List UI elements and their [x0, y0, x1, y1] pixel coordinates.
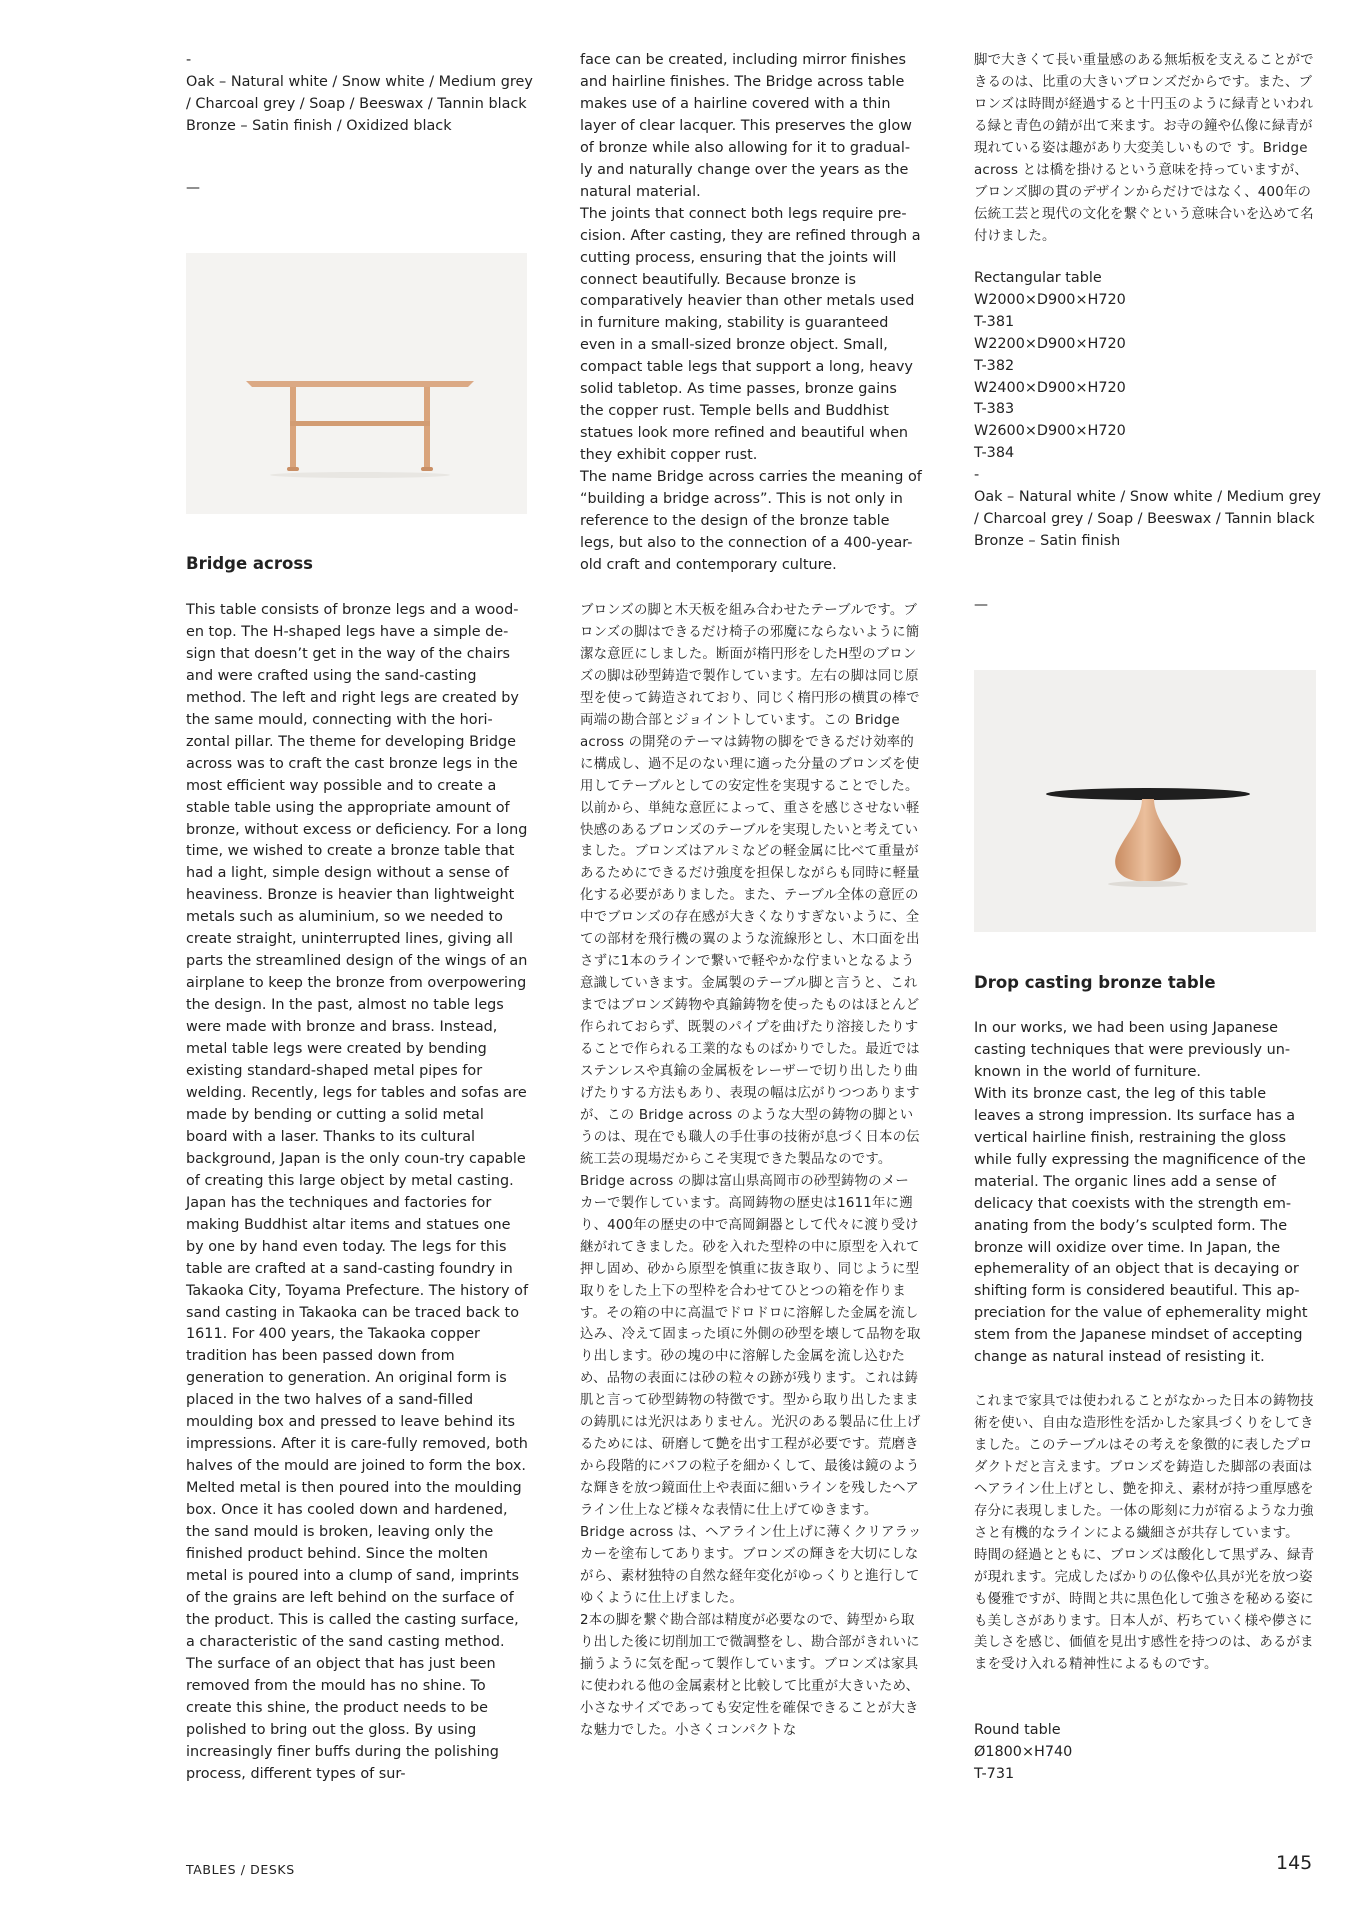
spec-line: Bronze – Satin finish	[974, 532, 1121, 549]
product-description-jp: これまで家具では使われることがなかった日本の鋳物技術を使い、自由な造形性を活かした家具づくりをしてきました。このテーブルはその考えを象徴的に表したプロダクトだと言えます。ブロンズを鋳造した脚部の表面はヘアライン仕上げとし、艶を抑え、素材が持つ重厚感を存分に表現しました。一体の彫刻に力が宿るような力強さと有機的なラインによる繊細さが共存しています。 時間の経過とともに、ブロンズは酸化して黒ずみ、緑青が現れます。完成したばかりの仏像や仏具が光を放つ姿も優雅ですが、時間と共に黒色化して強さを秘める姿にも美しさがあります。日本人が、朽ちていく様や儚さに美しさを感じ、価値を見出す感性を持つのは、あるがままを受け入れる精神性によるものです。	[974, 1394, 1315, 1673]
spec-line: W2000×D900×H720	[974, 291, 1126, 308]
product-description-jp: ブロンズの脚と木天板を組み合わせたテーブルです。ブロンズの脚はできるだけ椅子の邪魔にならないように簡潔な意匠にしました。断面が楕円形をしたH型のブロンズの脚は砂型鋳造で製作しています。左右の脚は同じ原型を使って鋳造されており、同じく楕円形の横貫の棒で両端の勘合部とジョイントしています。この Bridge across の開発のテーマは鋳物の脚をできるだけ効率的に構成し、過不足のない理に適った分量のブロンズを使用してテーブルとしての安定性を実現することでした。以前から、単純な意匠によって、重さを感じさせない軽快感のあるブロンズのテーブルを実現したいと考えていました。ブロンズはアルミなどの軽金属に比べて重量があるためにできるだけ強度を担保しながらも同時に軽量化する必要がありました。また、テーブル全体の意匠の中でブロンズの存在感が大きくなりすぎないように、全ての部材を飛行機の翼のような流線形とし、木口面を出さずに1本のラインで繋いで軽やかな佇まいとなるよう意識していきます。金属製のテーブル脚と言うと、これまではブロンズ鋳物や真鍮鋳物を使ったものはほとんど作られておらず、既製のパイプを曲げたり溶接したりすることで作られる工業的なものばかりでした。最近ではステンレスや真鍮の金属板をレーザーで切り出したり曲げたりする方法もあり、表現の幅は広がりつつありますが、この Bridge across のような大型の鋳物の脚というのは、現在でも職人の手仕事の技術が息づく日本の伝統工芸の現場だからこそ実現できた製品なのです。Bridge across の脚は富山県高岡市の砂型鋳物のメーカーで製作しています。高岡鋳物の歴史は1611年に遡り、400年の歴史の中で高岡銅器として代々に渡り受け継がれてきました。砂を入れた型枠の中に原型を入れて押し固め、砂から原型を慎重に抜き取り、同じように型取りをした上下の型枠を合わせてひとつの箱を作ります。その箱の中に高温でドロドロに溶解した金属を流し込み、冷えて固まった頃に外側の砂型を壊して品物を取り出します。砂の塊の中に溶解した金属を流し込むため、品物の表面には砂の粒々の跡が残ります。これは鋳肌と言って砂型鋳物の特徴です。型から取り出したままの鋳肌には光沢はありません。光沢のある製品に仕上げるためには、研磨して艶を出す工程が必要です。荒磨きから段階的にバフの粒子を細かくして、最後は鏡のような輝きを放つ鏡面仕上や表面に細いラインを残したヘアライン仕上など様々な表情に仕上げてゆきます。Bridge across は、ヘアライン仕上げに薄くクリアラッカーを塗布してあります。ブロンズの輝きを大切にしながら、素材独特の自然な経年変化がゆっくりと進行してゆくように仕上げました。 2本の脚を繋ぐ勘合部は精度が必要なので、鋳型から取り出した後に切削加工で微調整をし、勘合部がきれいに揃うように気を配って製作しています。ブロンズは家具に使われる他の金属素材と比較して比重が大きいため、小さなサイズであっても安定性を確保できることが大きな魅力でした。小さくコンパクトな	[580, 603, 922, 1738]
spec-line: T-383	[974, 401, 1015, 418]
spec-list-rectangular	[974, 268, 1334, 553]
spec-list-top-left	[186, 50, 546, 138]
spec-line: -	[186, 52, 192, 68]
spec-line: -	[974, 467, 980, 484]
product-description-en: This table consists of bronze legs and a wood-en top. The H-shaped legs have a simple de-sign that doesn’t get in the way of the chairs and were crafted using the sand-casting method. The left and right legs are created by the same mould, connecting with the hori-zontal pillar. The theme for developing Bridge across was to craft the cast bronze legs in the most efficient way possible and to create a stable table using the appropriate amount of bronze, without excess or deficiency. For a long time, we wished to create a bronze table that had a light, simple design without a sense of heaviness. Bronze is heavier than lightweight metals such as aluminium, so we needed to create straight, uninterrupted lines, giving all parts the streamlined design of the wings of an airplane to keep the bronze from overpowering the design. In the past, almost no table legs were made with bronze and brass. Instead, metal table legs were created by bending existing standard-shaped metal pipes for welding. Recently, legs for tables and sofas are made by bending or cutting a solid metal board with a laser. Thanks to its cultural background, Japan is the only coun-try capable of creating this large object by metal casting. Japan has the techniques and factories for making Buddhist altar items and statues one by one by hand even today. The legs for this table are crafted at a sand-casting foundry in Takaoka City, Toyama Prefecture. The history of sand casting in Takaoka can be traced back to 1611. For 400 years, the Takaoka copper tradition has been passed down from generation to generation. An original form is placed in the two halves of a sand-filled moulding box and pressed to leave behind its impressions. After it is care-fully removed, both halves of the mould are joined to form the box. Melted metal is then poured into the moulding box. Once it has cooled down and hardened, the sand mould is broken, leaving only the finished product behind. Since the molten metal is poured into a clump of sand, imprints of the grains are left behind on the surface of the product. This is called the casting surface, a characteristic of the sand casting method. The surface of an object that has just been removed from the mould has no shine. To create this shine, the product needs to be polished to bring out the gloss. By using increasingly finer buffs during the polishing process, different types of sur-	[186, 602, 529, 1782]
spec-line: Ø1800×H740	[974, 1743, 1073, 1760]
spec-line: Oak – Natural white / Snow white / Medium grey	[974, 489, 1321, 506]
product-title: Bridge across	[186, 554, 313, 573]
spec-line: T-382	[974, 357, 1015, 374]
spec-line: T-381	[974, 313, 1015, 330]
product-description-en-continued: face can be created, including mirror finishes and hairline finishes. The Bridge across table makes use of a hairline covered with a thin layer of clear lacquer. This preserves the glow of bronze while also allowing for it to gradual-ly and naturally change over the years as the natural material. The joints that connect both legs require pre-cision. After casting, they are refined through a cutting process, ensuring that the joints will connect beautifully. Because bronze is comparatively heavier than other metals used in furniture making, stability is guaranteed even in a small-sized bronze object. Small, compact table legs that support a long, heavy solid tabletop. As time passes, bronze gains the copper rust. Temple bells and Buddhist statues look more refined and beautiful when they exhibit copper rust. The name Bridge across carries the meaning of “building a bridge across”. This is not only in reference to the design of the bronze table legs, but also to the connection of a 400-year-old craft and contemporary culture.	[580, 52, 922, 573]
spec-line: Bronze – Satin finish / Oxidized black	[186, 117, 452, 134]
section-divider: —	[186, 180, 200, 196]
bridge-across-photo	[186, 253, 527, 514]
section-label: TABLES / DESKS	[186, 1862, 295, 1877]
spec-line: Rectangular table	[974, 270, 1102, 286]
spec-line: T-384	[974, 445, 1015, 462]
product-description-jp-continued: 脚で大きくて長い重量感のある無垢板を支えることができるのは、比重の大きいブロンズだからです。また、ブロンズは時間が経過すると十円玉のように緑青といわれる緑と青色の錆が出て来ます。お寺の鐘や仏像に緑青が現れている姿は趣があり大変美しいもので す。Bridge across とは橋を掛けるという意味を持っていますが、ブロンズ脚の貫のデザインからだけではなく、400年の伝統工芸と現代の文化を繋ぐという意味合いを込めて名付けました。	[974, 53, 1314, 244]
spec-line: / Charcoal grey / Soap / Beeswax / Tannin black	[186, 95, 527, 112]
spec-line: W2200×D900×H720	[974, 335, 1126, 352]
drop-casting-table-photo	[974, 670, 1316, 932]
spec-line: / Charcoal grey / Soap / Beeswax / Tannin black	[974, 510, 1315, 527]
spec-line: Round table	[974, 1722, 1061, 1738]
product-description-en: In our works, we had been using Japanese casting techniques that were previously un-known in the world of furniture. With its bronze cast, the leg of this table leaves a strong impression. Its surface has a vertical hairline finish, restraining the gloss while fully expressing the magnificence of the material. The organic lines add a sense of delicacy that coexists with the strength em-anating from the body’s sculpted form. The bronze will oxidize over time. In Japan, the ephemerality of an object that is decaying or shifting form is considered beautiful. This ap-preciation for the value of ephemerality might stem from the Japanese mindset of accepting change as natural instead of resisting it.	[974, 1020, 1308, 1366]
page-number: 145	[1276, 1852, 1313, 1874]
product-title: Drop casting bronze table	[974, 973, 1216, 992]
spec-line: W2600×D900×H720	[974, 423, 1126, 440]
drop-casting-table-illustration	[974, 670, 1316, 932]
spec-list-round	[974, 1720, 1334, 1786]
spec-line: W2400×D900×H720	[974, 379, 1126, 396]
section-divider: —	[974, 597, 988, 613]
spec-line: T-731	[974, 1765, 1015, 1782]
spec-line: Oak – Natural white / Snow white / Medium grey	[186, 73, 533, 90]
bridge-across-table-illustration	[186, 253, 527, 514]
